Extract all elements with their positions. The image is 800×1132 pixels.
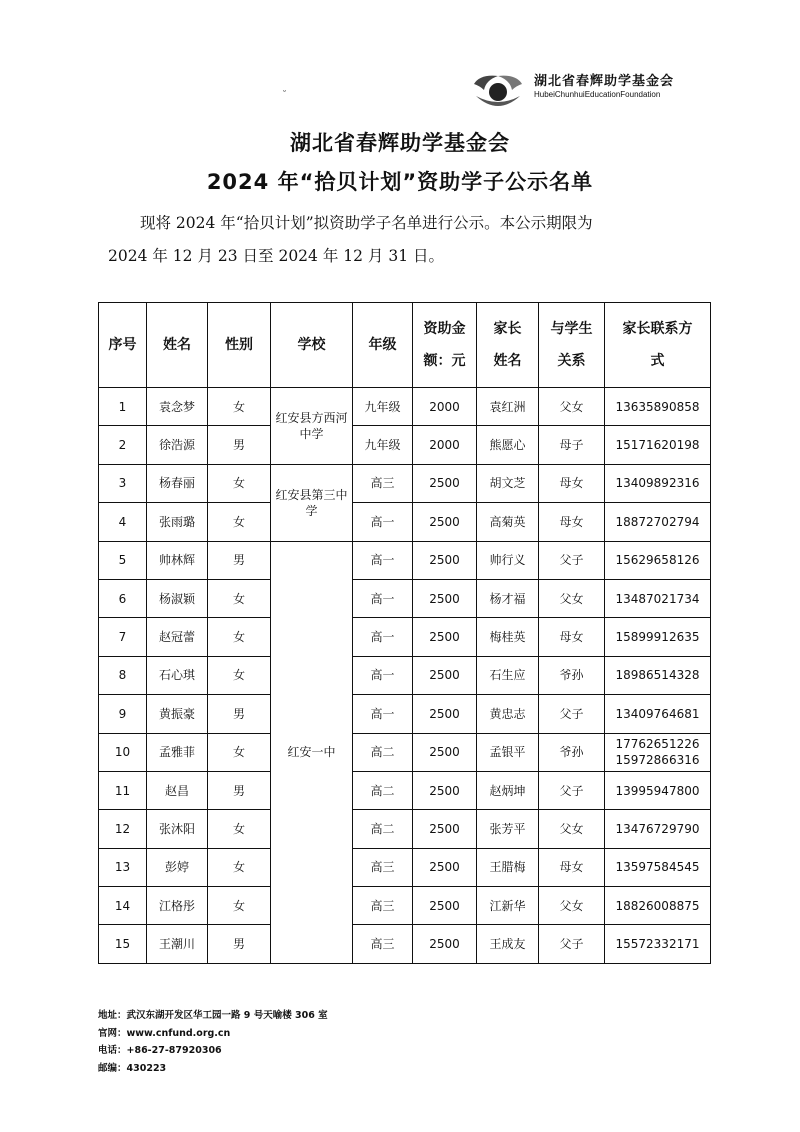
cell-amount: 2500 — [413, 579, 477, 617]
cell-grade: 高三 — [353, 925, 413, 963]
table-row — [99, 925, 711, 963]
cell-parent: 石生应 — [477, 656, 539, 694]
cell-amount: 2000 — [413, 426, 477, 464]
cell-no: 4 — [99, 503, 147, 541]
cell-no: 1 — [99, 388, 147, 426]
cell-gender: 男 — [208, 925, 271, 963]
cell-grade: 高一 — [353, 656, 413, 694]
cell-name: 彭婷 — [147, 848, 208, 886]
table-body — [99, 388, 711, 964]
cell-parent: 帅行义 — [477, 541, 539, 579]
cell-relation: 父女 — [539, 388, 605, 426]
intro-text-line2: 2024 年 12 月 23 日至 2024 年 12 月 31 日。 — [108, 247, 444, 265]
table-row — [99, 464, 711, 502]
cell-grade: 高一 — [353, 541, 413, 579]
table-row — [99, 771, 711, 809]
cell-phone: 15629658126 — [605, 541, 711, 579]
cell-no: 3 — [99, 464, 147, 502]
cell-gender: 女 — [208, 810, 271, 848]
cell-amount: 2500 — [413, 771, 477, 809]
cell-phone — [605, 733, 711, 771]
header-grade: 年级 — [353, 303, 413, 388]
cell-parent: 江新华 — [477, 887, 539, 925]
cell-grade: 高一 — [353, 618, 413, 656]
cell-gender: 女 — [208, 388, 271, 426]
cell-amount: 2500 — [413, 925, 477, 963]
table-row — [99, 810, 711, 848]
cell-phone: 13409892316 — [605, 464, 711, 502]
cell-gender: 男 — [208, 541, 271, 579]
table-row — [99, 695, 711, 733]
header-gender: 性别 — [208, 303, 271, 388]
footer-postcode: 邮编：430223 — [98, 1062, 167, 1074]
cell-school: 红安县第三中学 — [271, 464, 353, 541]
cell-relation: 母女 — [539, 618, 605, 656]
cell-relation: 爷孙 — [539, 656, 605, 694]
phone-line: 17762651226 — [615, 737, 700, 752]
cell-no: 6 — [99, 579, 147, 617]
cell-grade: 高一 — [353, 503, 413, 541]
cell-name: 杨春丽 — [147, 464, 208, 502]
cell-phone: 15171620198 — [605, 426, 711, 464]
table-row — [99, 426, 711, 464]
logo-name-cn: 湖北省春辉助学基金会 — [534, 74, 675, 89]
cell-grade: 高二 — [353, 771, 413, 809]
cell-parent: 赵炳坤 — [477, 771, 539, 809]
cell-no: 13 — [99, 848, 147, 886]
cell-relation: 母女 — [539, 503, 605, 541]
footer-contact — [98, 1007, 328, 1077]
header-relation: 与学生 关系 — [539, 303, 605, 388]
cell-name: 孟雅菲 — [147, 733, 208, 771]
cell-parent: 张芳平 — [477, 810, 539, 848]
cell-phone: 15572332171 — [605, 925, 711, 963]
cell-name: 张雨璐 — [147, 503, 208, 541]
table-header-row — [99, 303, 711, 388]
table-row — [99, 733, 711, 771]
cell-phone: 13409764681 — [605, 695, 711, 733]
cell-gender: 女 — [208, 656, 271, 694]
cell-phone: 18986514328 — [605, 656, 711, 694]
cell-gender: 女 — [208, 887, 271, 925]
cell-phone: 18872702794 — [605, 503, 711, 541]
logo-name-en: HubeiChunhuiEducationFoundation — [534, 90, 661, 99]
cell-relation: 母女 — [539, 464, 605, 502]
cell-grade: 高一 — [353, 579, 413, 617]
cell-no: 12 — [99, 810, 147, 848]
cell-name: 江格彤 — [147, 887, 208, 925]
cell-parent: 高菊英 — [477, 503, 539, 541]
cell-parent: 胡文芝 — [477, 464, 539, 502]
cell-grade: 九年级 — [353, 426, 413, 464]
cell-name: 赵昌 — [147, 771, 208, 809]
cell-no: 10 — [99, 733, 147, 771]
cell-name: 王潮川 — [147, 925, 208, 963]
cell-grade: 高三 — [353, 887, 413, 925]
cell-phone: 18826008875 — [605, 887, 711, 925]
cell-gender: 女 — [208, 618, 271, 656]
cell-name: 黄振豪 — [147, 695, 208, 733]
cell-phone: 13487021734 — [605, 579, 711, 617]
footer-website: 官网：www.cnfund.org.cn — [98, 1027, 231, 1039]
cell-no: 15 — [99, 925, 147, 963]
cell-grade: 九年级 — [353, 388, 413, 426]
footer-phone: 电话：+86-27-87920306 — [98, 1045, 222, 1056]
cell-no: 11 — [99, 771, 147, 809]
cell-gender: 男 — [208, 695, 271, 733]
cell-relation: 父子 — [539, 541, 605, 579]
cell-phone: 13597584545 — [605, 848, 711, 886]
cell-relation: 父子 — [539, 771, 605, 809]
table-row — [99, 388, 711, 426]
table-row — [99, 618, 711, 656]
cell-no: 5 — [99, 541, 147, 579]
cell-school: 红安一中 — [271, 541, 353, 963]
table-row — [99, 503, 711, 541]
cell-no: 2 — [99, 426, 147, 464]
cell-phone: 13476729790 — [605, 810, 711, 848]
cell-amount: 2500 — [413, 503, 477, 541]
cell-name: 杨淑颖 — [147, 579, 208, 617]
cell-grade: 高三 — [353, 464, 413, 502]
header-amount: 资助金 额：元 — [413, 303, 477, 388]
cell-parent: 王成友 — [477, 925, 539, 963]
phone-line: 15972866316 — [615, 753, 700, 768]
cell-no: 8 — [99, 656, 147, 694]
cell-grade: 高三 — [353, 848, 413, 886]
header-school: 学校 — [271, 303, 353, 388]
cell-parent: 黄忠志 — [477, 695, 539, 733]
cell-relation: 父子 — [539, 925, 605, 963]
intro-text-line1: 现将 2024 年“拾贝计划”拟资助学子名单进行公示。本公示期限为 — [140, 214, 593, 232]
cell-gender: 男 — [208, 426, 271, 464]
stray-mark: ˘ — [282, 90, 287, 101]
cell-amount: 2500 — [413, 810, 477, 848]
cell-relation: 父女 — [539, 579, 605, 617]
cell-amount: 2500 — [413, 656, 477, 694]
cell-name: 张沐阳 — [147, 810, 208, 848]
cell-name: 赵冠蕾 — [147, 618, 208, 656]
header-parent-name: 家长 姓名 — [477, 303, 539, 388]
table-row — [99, 656, 711, 694]
cell-relation: 父子 — [539, 695, 605, 733]
cell-gender: 女 — [208, 848, 271, 886]
cell-amount: 2500 — [413, 733, 477, 771]
cell-relation: 爷孙 — [539, 733, 605, 771]
cell-phone: 15899912635 — [605, 618, 711, 656]
footer-address: 地址：武汉东湖开发区华工园一路 9 号天喻楼 306 室 — [98, 1010, 328, 1021]
foundation-logo — [470, 66, 690, 112]
cell-name: 石心琪 — [147, 656, 208, 694]
cell-parent: 梅桂英 — [477, 618, 539, 656]
table-row — [99, 579, 711, 617]
cell-gender: 女 — [208, 733, 271, 771]
table-row — [99, 541, 711, 579]
cell-relation: 父女 — [539, 810, 605, 848]
cell-grade: 高一 — [353, 695, 413, 733]
cell-phone: 13635890858 — [605, 388, 711, 426]
cell-amount: 2500 — [413, 618, 477, 656]
cell-amount: 2000 — [413, 388, 477, 426]
cell-parent: 杨才福 — [477, 579, 539, 617]
cell-name: 袁念梦 — [147, 388, 208, 426]
table-row — [99, 848, 711, 886]
header-no: 序号 — [99, 303, 147, 388]
cell-amount: 2500 — [413, 848, 477, 886]
cell-no: 7 — [99, 618, 147, 656]
cell-school: 红安县方西河中学 — [271, 388, 353, 465]
cell-amount: 2500 — [413, 695, 477, 733]
cell-amount: 2500 — [413, 887, 477, 925]
cell-grade: 高二 — [353, 810, 413, 848]
cell-no: 14 — [99, 887, 147, 925]
page-title-list: 2024 年“拾贝计划”资助学子公示名单 — [206, 170, 594, 194]
cell-gender: 女 — [208, 503, 271, 541]
cell-phone: 13995947800 — [605, 771, 711, 809]
cell-relation: 母子 — [539, 426, 605, 464]
cell-name: 徐浩源 — [147, 426, 208, 464]
recipient-table — [98, 302, 711, 964]
table-row — [99, 887, 711, 925]
cell-amount: 2500 — [413, 464, 477, 502]
cell-no: 9 — [99, 695, 147, 733]
header-name: 姓名 — [147, 303, 208, 388]
cell-gender: 女 — [208, 464, 271, 502]
cell-parent: 孟银平 — [477, 733, 539, 771]
cell-grade: 高二 — [353, 733, 413, 771]
cell-parent: 熊愿心 — [477, 426, 539, 464]
header-phone: 家长联系方 式 — [605, 303, 711, 388]
chunhui-logo-icon — [470, 66, 526, 112]
cell-amount: 2500 — [413, 541, 477, 579]
cell-relation: 母女 — [539, 848, 605, 886]
cell-relation: 父女 — [539, 887, 605, 925]
cell-name: 帅林辉 — [147, 541, 208, 579]
cell-gender: 男 — [208, 771, 271, 809]
cell-parent: 袁红洲 — [477, 388, 539, 426]
cell-parent: 王腊梅 — [477, 848, 539, 886]
cell-gender: 女 — [208, 579, 271, 617]
page-title-org: 湖北省春辉助学基金会 — [290, 131, 510, 155]
